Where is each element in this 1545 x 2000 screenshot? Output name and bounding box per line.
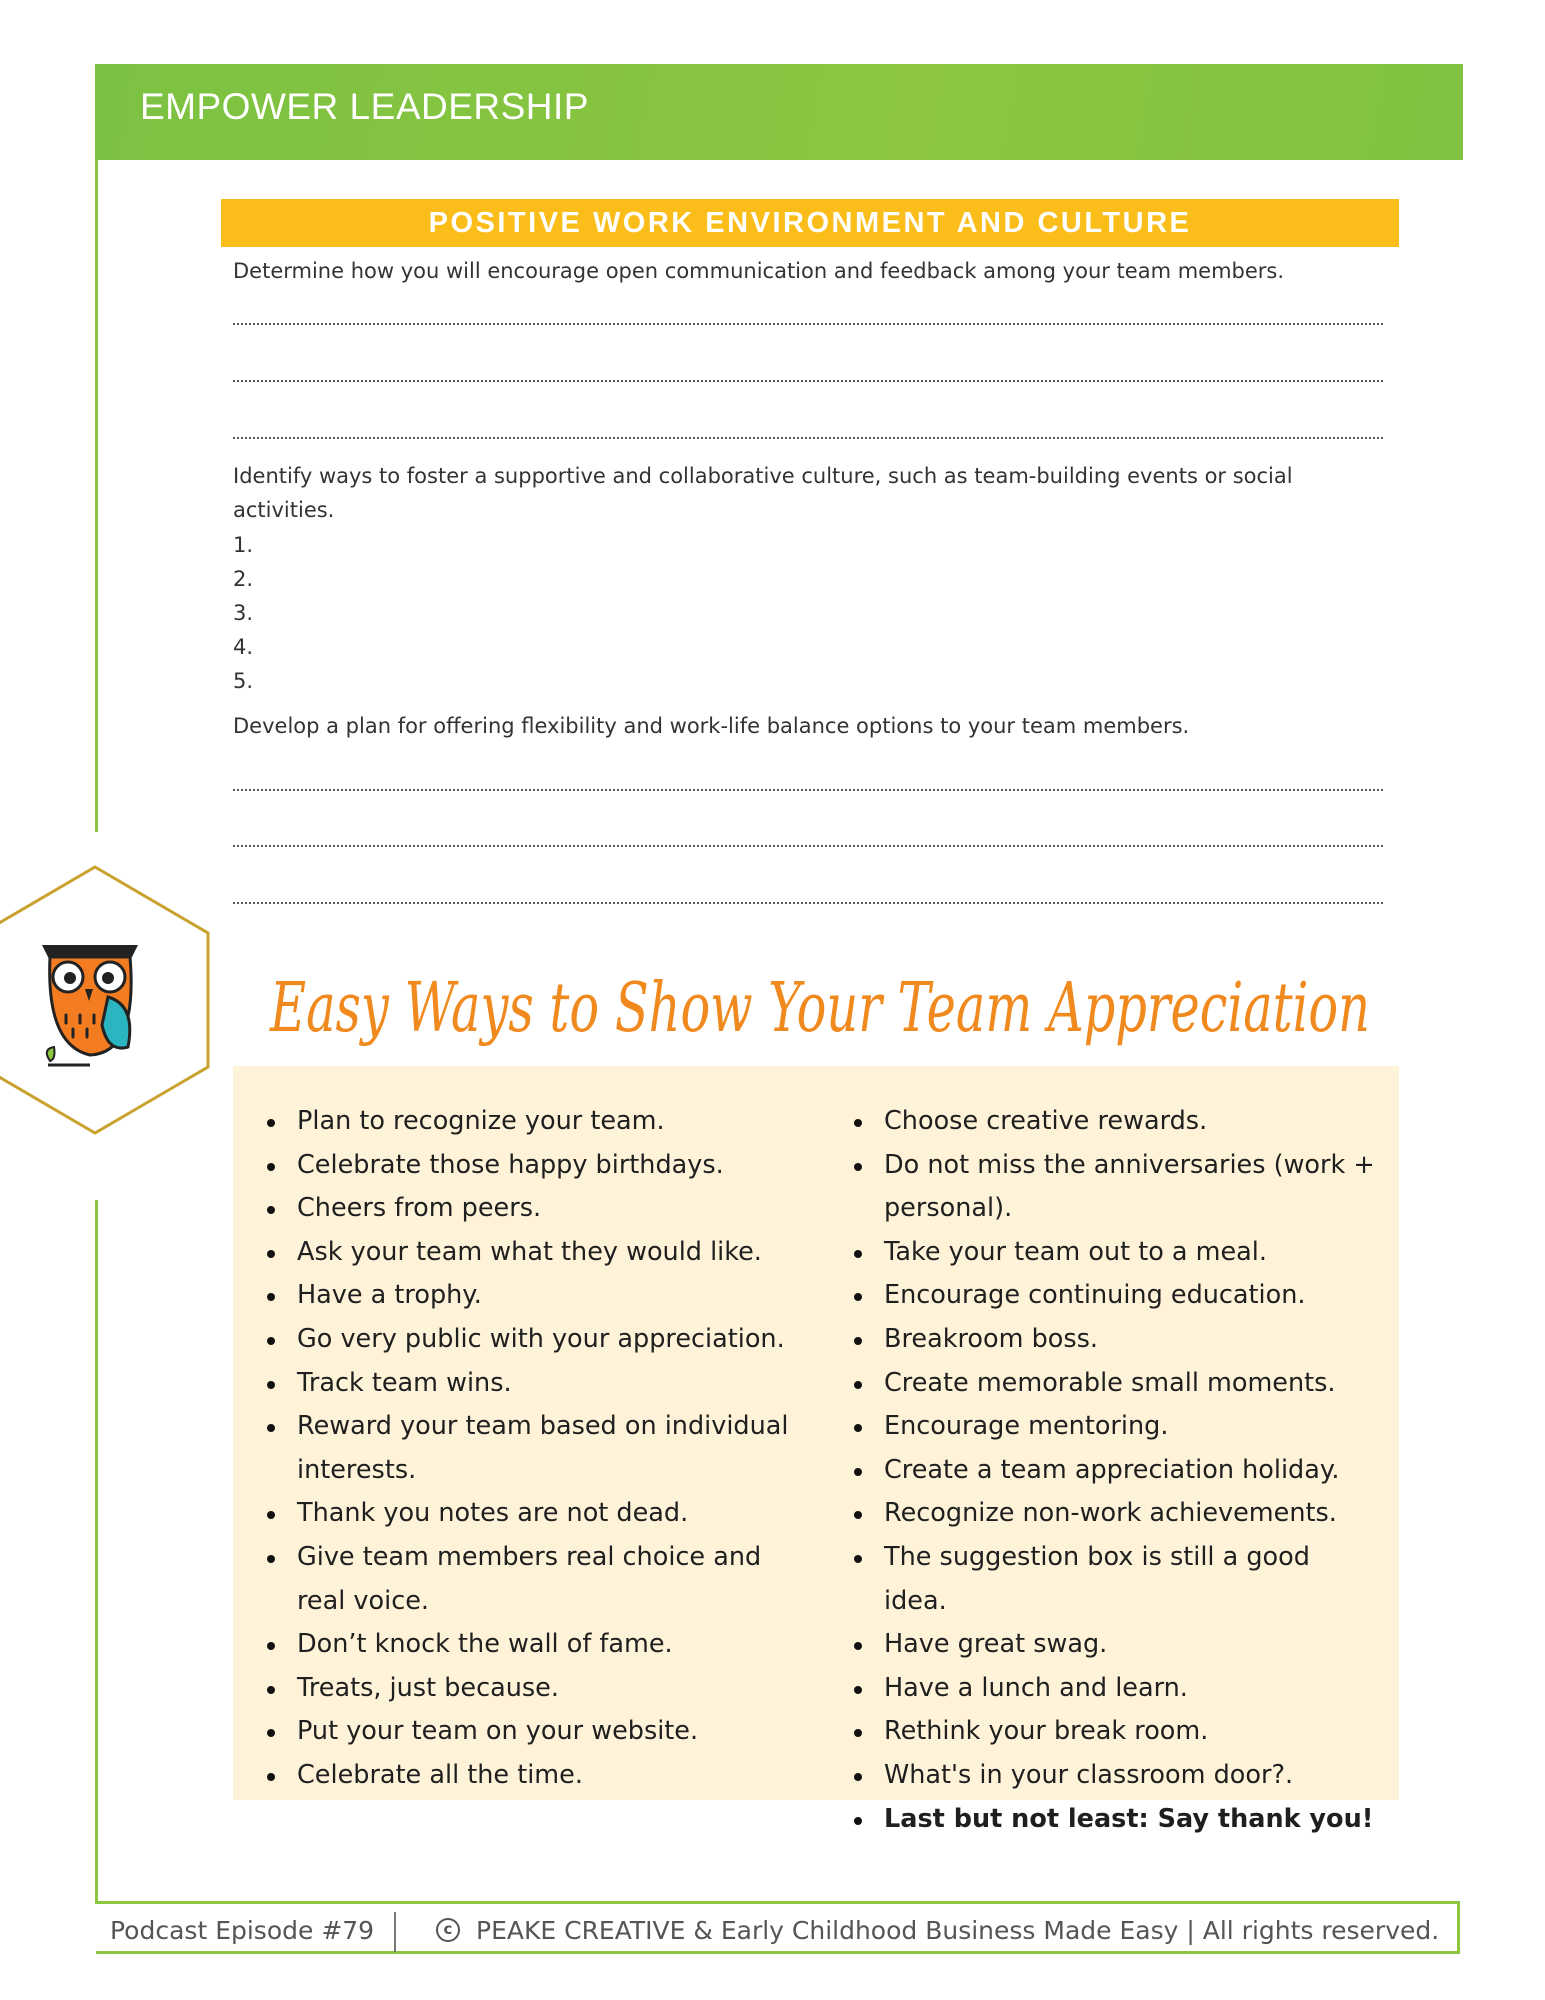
list-item: Encourage continuing education. [820,1274,1380,1318]
page-title: EMPOWER LEADERSHIP [140,86,589,127]
list-item: Recognize non-work achievements. [820,1492,1380,1536]
answer-line[interactable] [233,902,1383,904]
list-number: 4. [233,635,254,659]
copyright-icon: c [436,1918,460,1942]
appreciation-heading-text: Easy Ways to Show Your Team Appreciation [268,969,1370,1048]
list-item: Go very public with your appreciation. [233,1318,793,1362]
podcast-episode: Podcast Episode #79 [110,1916,375,1945]
tips-panel [233,1066,1399,1834]
answer-line[interactable] [233,437,1383,439]
list-number: 2. [233,567,254,591]
list-item: Reward your team based on individual interests. [233,1405,793,1492]
list-item: Have great swag. [820,1623,1380,1667]
list-item: Plan to recognize your team. [233,1100,793,1144]
list-number: 3. [233,601,254,625]
prompt-flexibility: Develop a plan for offering flexibility and work-life balance options to your team members. [233,714,1190,738]
list-item: Cheers from peers. [233,1187,793,1231]
list-item: Celebrate those happy birthdays. [233,1144,793,1188]
prompt-communication: Determine how you will encourage open communication and feedback among your team members. [233,259,1285,283]
list-item: Create a team appreciation holiday. [820,1449,1380,1493]
list-item: Have a trophy. [233,1274,793,1318]
list-item: Have a lunch and learn. [820,1667,1380,1711]
list-item: Rethink your break room. [820,1710,1380,1754]
answer-line[interactable] [233,789,1383,791]
list-item: Give team members real choice and real voice. [233,1536,793,1623]
prompt-culture: Identify ways to foster a supportive and collaborative culture, such as team-building events or social activities. [233,464,1293,522]
copyright-text: PEAKE CREATIVE & Early Childhood Business Made Easy | All rights reserved. [476,1916,1440,1945]
list-item: What's in your classroom door?. [820,1754,1380,1798]
section-banner: POSITIVE WORK ENVIRONMENT AND CULTURE [221,199,1399,247]
list-item: Treats, just because. [233,1667,793,1711]
answer-line[interactable] [233,323,1383,325]
list-item: Don’t knock the wall of fame. [233,1623,793,1667]
list-item: Do not miss the anniversaries (work + personal). [820,1144,1380,1231]
tips-left-column [233,1100,793,1798]
list-item: Track team wins. [233,1362,793,1406]
answer-line[interactable] [233,845,1383,847]
list-item: Celebrate all the time. [233,1754,793,1798]
appreciation-heading [262,935,1382,1075]
list-item: Create memorable small moments. [820,1362,1380,1406]
left-rule-top [95,160,98,832]
list-item: Thank you notes are not dead. [233,1492,793,1536]
list-item: Choose creative rewards. [820,1100,1380,1144]
list-item: Breakroom boss. [820,1318,1380,1362]
footer-divider [394,1912,396,1952]
list-item: Put your team on your website. [233,1710,793,1754]
list-item: Ask your team what they would like. [233,1231,793,1275]
left-rule-bottom [95,1200,98,1904]
list-item: Take your team out to a meal. [820,1231,1380,1275]
list-number: 1. [233,533,254,557]
tips-right-column [820,1100,1380,1841]
owl-badge [0,865,215,1135]
answer-line[interactable] [233,380,1383,382]
list-item: Encourage mentoring. [820,1405,1380,1449]
final-list-item: Last but not least: Say thank you! [820,1798,1380,1842]
list-item: The suggestion box is still a good idea. [820,1536,1380,1623]
list-number: 5. [233,669,254,693]
